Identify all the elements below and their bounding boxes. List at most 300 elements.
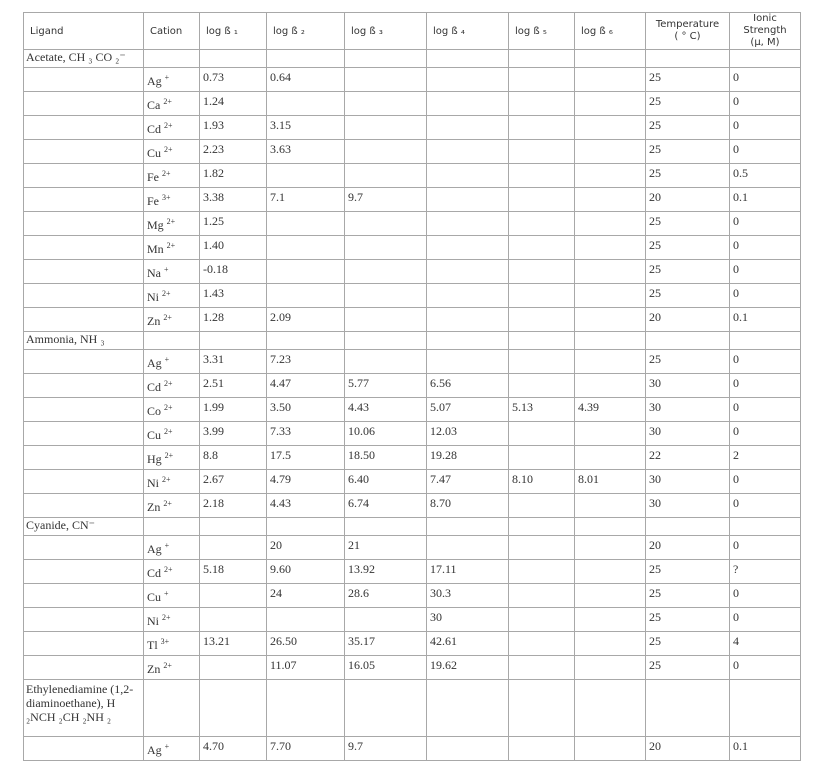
cation-symbol: Ni: [147, 476, 159, 490]
cell-b1: 2.51: [200, 374, 267, 398]
cation-symbol: Cd: [147, 566, 162, 580]
cell-b3: [345, 308, 427, 332]
cell-b1: 1.25: [200, 212, 267, 236]
table-row: [24, 164, 801, 188]
table-row: [24, 116, 801, 140]
ligand-cell: [24, 68, 144, 92]
table-row: [24, 560, 801, 584]
cation-symbol: Mg: [147, 218, 164, 232]
cell-temp: 25: [646, 164, 730, 188]
cell-mu: 0.5: [730, 164, 801, 188]
cell-temp: 25: [646, 560, 730, 584]
cell-b1: [200, 608, 267, 632]
cell-b3: [345, 350, 427, 374]
ligand-cell: [24, 536, 144, 560]
cell-b1: 2.18: [200, 494, 267, 518]
empty-cell: [575, 332, 646, 350]
header-log-beta-4: log ß ₄: [427, 13, 509, 50]
cell-temp: 30: [646, 374, 730, 398]
cell-b5: [509, 68, 575, 92]
cell-b2: 24: [267, 584, 345, 608]
cell-b5: 5.13: [509, 398, 575, 422]
cation-symbol: Cu: [147, 428, 162, 442]
cell-b2: [267, 236, 345, 260]
empty-cell: [730, 50, 801, 68]
cell-b5: [509, 536, 575, 560]
cell-b2: 11.07: [267, 656, 345, 680]
cell-b6: [575, 422, 646, 446]
empty-cell: [427, 680, 509, 737]
cell-b3: [345, 236, 427, 260]
cell-b5: [509, 212, 575, 236]
empty-cell: [509, 518, 575, 536]
cell-mu: 0: [730, 236, 801, 260]
cation-cell: [144, 470, 200, 494]
cell-mu: 0: [730, 656, 801, 680]
cation-cell: [144, 374, 200, 398]
cation-cell: [144, 68, 200, 92]
cell-temp: 25: [646, 656, 730, 680]
cell-mu: 2: [730, 446, 801, 470]
cell-b2: 7.23: [267, 350, 345, 374]
ligand-cell: [24, 92, 144, 116]
cell-temp: 20: [646, 737, 730, 761]
cation-charge: +: [164, 589, 169, 598]
table-row: [24, 68, 801, 92]
ligand-cell: [24, 584, 144, 608]
cell-b3: [345, 212, 427, 236]
cell-b1: [200, 656, 267, 680]
cell-mu: 4: [730, 632, 801, 656]
cation-cell: [144, 737, 200, 761]
cell-temp: 25: [646, 608, 730, 632]
cation-charge: 2+: [166, 241, 176, 250]
cation-symbol: Hg: [147, 452, 162, 466]
cell-b3: 5.77: [345, 374, 427, 398]
cation-charge: 2+: [162, 613, 171, 622]
empty-cell: [646, 332, 730, 350]
cell-mu: 0: [730, 260, 801, 284]
cell-b4: [427, 188, 509, 212]
cell-b2: [267, 284, 345, 308]
cell-b2: [267, 164, 345, 188]
table-row: [24, 446, 801, 470]
cation-charge: 2+: [164, 427, 173, 436]
ligand-cell: [24, 140, 144, 164]
cation-charge: 2+: [164, 565, 173, 574]
cell-b3: 21: [345, 536, 427, 560]
header-ligand: Ligand: [24, 13, 144, 50]
empty-cell: [730, 332, 801, 350]
cation-symbol: Fe: [147, 194, 159, 208]
table-row: [24, 494, 801, 518]
cation-cell: [144, 260, 200, 284]
header-log-beta-6: log ß ₆: [575, 13, 646, 50]
ligand-cell: [24, 164, 144, 188]
ligand-cell: [24, 494, 144, 518]
cell-b4: [427, 212, 509, 236]
empty-cell: [575, 50, 646, 68]
empty-cell: [144, 332, 200, 350]
cell-temp: 30: [646, 470, 730, 494]
cation-symbol: Ag: [147, 542, 162, 556]
cell-b2: 20: [267, 536, 345, 560]
table-row: [24, 92, 801, 116]
cell-b1: 2.23: [200, 140, 267, 164]
empty-cell: [509, 50, 575, 68]
cell-b5: [509, 374, 575, 398]
cell-mu: 0: [730, 398, 801, 422]
cell-b4: 19.62: [427, 656, 509, 680]
cell-mu: 0: [730, 374, 801, 398]
empty-cell: [144, 518, 200, 536]
cation-charge: 3+: [162, 193, 171, 202]
cell-b2: [267, 608, 345, 632]
cell-temp: 20: [646, 536, 730, 560]
cell-b1: 1.93: [200, 116, 267, 140]
cation-symbol: Cd: [147, 122, 162, 136]
empty-cell: [427, 518, 509, 536]
cell-b6: [575, 737, 646, 761]
cell-b5: [509, 446, 575, 470]
cell-b1: 3.38: [200, 188, 267, 212]
empty-cell: [509, 332, 575, 350]
cell-b2: 2.09: [267, 308, 345, 332]
cell-temp: 25: [646, 632, 730, 656]
cell-b1: 2.67: [200, 470, 267, 494]
cell-b4: [427, 92, 509, 116]
cell-b3: [345, 260, 427, 284]
ligand-cell: [24, 350, 144, 374]
stability-constants-table: [23, 12, 801, 761]
cell-b6: [575, 260, 646, 284]
cell-b6: [575, 584, 646, 608]
cell-temp: 25: [646, 140, 730, 164]
empty-cell: [144, 680, 200, 737]
cell-b3: 28.6: [345, 584, 427, 608]
ligand-row: [24, 680, 801, 737]
ligand-cell: [24, 260, 144, 284]
ligand-cell: [24, 116, 144, 140]
ligand-row: [24, 50, 801, 68]
cell-b1: 3.99: [200, 422, 267, 446]
cell-b3: 6.40: [345, 470, 427, 494]
empty-cell: [200, 680, 267, 737]
cell-b5: [509, 560, 575, 584]
cation-cell: [144, 446, 200, 470]
cell-b5: [509, 260, 575, 284]
cell-b6: [575, 212, 646, 236]
cell-b2: [267, 260, 345, 284]
cell-temp: 25: [646, 350, 730, 374]
cell-b2: 7.70: [267, 737, 345, 761]
cation-charge: 2+: [162, 289, 171, 298]
ligand-cell: [24, 212, 144, 236]
cell-temp: 25: [646, 116, 730, 140]
empty-cell: [267, 332, 345, 350]
cell-b6: [575, 656, 646, 680]
cation-symbol: Cu: [147, 590, 162, 604]
cell-b6: [575, 446, 646, 470]
table-row: [24, 536, 801, 560]
cell-b5: [509, 584, 575, 608]
cell-temp: 20: [646, 308, 730, 332]
cell-b1: 1.24: [200, 92, 267, 116]
cell-b5: [509, 632, 575, 656]
ligand-cell: [24, 284, 144, 308]
cell-b3: [345, 284, 427, 308]
table-row: [24, 236, 801, 260]
cell-b4: [427, 236, 509, 260]
cation-symbol: Ag: [147, 743, 162, 757]
cation-cell: [144, 656, 200, 680]
cell-b4: 6.56: [427, 374, 509, 398]
cell-b4: [427, 68, 509, 92]
cation-cell: [144, 236, 200, 260]
cell-mu: 0: [730, 212, 801, 236]
cation-charge: 2+: [164, 145, 173, 154]
cell-b6: [575, 374, 646, 398]
ligand-cell: [24, 470, 144, 494]
cell-b4: [427, 284, 509, 308]
cation-symbol: Ni: [147, 290, 159, 304]
cell-temp: 25: [646, 212, 730, 236]
cell-b5: [509, 236, 575, 260]
cell-b4: [427, 536, 509, 560]
cell-b3: [345, 608, 427, 632]
table-row: [24, 608, 801, 632]
cell-b4: 30: [427, 608, 509, 632]
cell-b5: [509, 308, 575, 332]
cell-b5: [509, 494, 575, 518]
table-row: [24, 656, 801, 680]
cell-b1: [200, 584, 267, 608]
cell-temp: 25: [646, 92, 730, 116]
cell-mu: 0.1: [730, 308, 801, 332]
cell-b1: 3.31: [200, 350, 267, 374]
cell-b2: 3.15: [267, 116, 345, 140]
table-row: [24, 584, 801, 608]
cell-b3: [345, 116, 427, 140]
header-ionic-unit: (μ, M): [750, 37, 780, 48]
empty-cell: [730, 518, 801, 536]
cell-b6: [575, 308, 646, 332]
cell-b2: 4.47: [267, 374, 345, 398]
cell-b2: 7.1: [267, 188, 345, 212]
cation-symbol: Cd: [147, 380, 162, 394]
cell-temp: 25: [646, 284, 730, 308]
cell-b3: 35.17: [345, 632, 427, 656]
empty-cell: [267, 518, 345, 536]
cell-mu: 0: [730, 116, 801, 140]
cation-charge: 3+: [160, 637, 170, 646]
cell-temp: 25: [646, 68, 730, 92]
ligand-cell: [24, 422, 144, 446]
cell-temp: 25: [646, 260, 730, 284]
cation-symbol: Na: [147, 266, 161, 280]
cell-b2: 17.5: [267, 446, 345, 470]
ligand-cell: [24, 398, 144, 422]
ligand-cell: [24, 374, 144, 398]
cell-b5: [509, 608, 575, 632]
table-row: [24, 470, 801, 494]
cell-temp: 25: [646, 584, 730, 608]
cell-b6: [575, 494, 646, 518]
cation-symbol: Zn: [147, 662, 161, 676]
cation-cell: [144, 212, 200, 236]
cell-b2: 4.79: [267, 470, 345, 494]
cell-mu: 0: [730, 68, 801, 92]
empty-cell: [427, 332, 509, 350]
cell-b5: [509, 164, 575, 188]
cell-b4: [427, 737, 509, 761]
cell-b2: 3.63: [267, 140, 345, 164]
table-row: [24, 632, 801, 656]
cell-b6: [575, 92, 646, 116]
cell-b4: 7.47: [427, 470, 509, 494]
empty-cell: [345, 50, 427, 68]
table-row: [24, 422, 801, 446]
cell-b6: [575, 632, 646, 656]
cell-mu: ?: [730, 560, 801, 584]
cell-b1: 13.21: [200, 632, 267, 656]
cell-b1: 4.70: [200, 737, 267, 761]
cation-charge: 2+: [163, 313, 172, 322]
cell-b4: 42.61: [427, 632, 509, 656]
cation-cell: [144, 164, 200, 188]
cell-temp: 25: [646, 236, 730, 260]
empty-cell: [267, 680, 345, 737]
cell-b5: [509, 422, 575, 446]
cell-b3: 10.06: [345, 422, 427, 446]
cell-b4: 5.07: [427, 398, 509, 422]
cell-mu: 0: [730, 350, 801, 374]
cell-mu: 0.1: [730, 737, 801, 761]
cell-b2: [267, 92, 345, 116]
cell-b3: 9.7: [345, 188, 427, 212]
ligand-name: Acetate, CH ₃ CO ₂⁻: [24, 50, 144, 68]
cation-charge: +: [164, 541, 170, 550]
cell-b4: 8.70: [427, 494, 509, 518]
cell-b1: 1.99: [200, 398, 267, 422]
cation-symbol: Ca: [147, 98, 161, 112]
cell-b4: 17.11: [427, 560, 509, 584]
ligand-cell: [24, 608, 144, 632]
cell-b5: 8.10: [509, 470, 575, 494]
cell-temp: 20: [646, 188, 730, 212]
cell-b6: 4.39: [575, 398, 646, 422]
ligand-cell: [24, 632, 144, 656]
cation-charge: 2+: [162, 475, 171, 484]
cell-b1: [200, 536, 267, 560]
cation-cell: [144, 284, 200, 308]
cell-b5: [509, 116, 575, 140]
header-ionic-strength: [730, 13, 801, 50]
cation-symbol: Ag: [147, 74, 162, 88]
cation-charge: 2+: [164, 403, 173, 412]
cell-b2: 0.64: [267, 68, 345, 92]
header-log-beta-3: log ß ₃: [345, 13, 427, 50]
table-row: [24, 398, 801, 422]
empty-cell: [646, 50, 730, 68]
cell-mu: 0: [730, 140, 801, 164]
cation-symbol: Tl: [147, 638, 158, 652]
cell-b3: [345, 68, 427, 92]
cell-b3: 13.92: [345, 560, 427, 584]
cation-cell: [144, 398, 200, 422]
cell-b2: 3.50: [267, 398, 345, 422]
cell-mu: 0: [730, 422, 801, 446]
cell-b2: 7.33: [267, 422, 345, 446]
cell-temp: 30: [646, 398, 730, 422]
cation-symbol: Zn: [147, 314, 161, 328]
empty-cell: [575, 518, 646, 536]
cell-b6: [575, 350, 646, 374]
ligand-name: Ethylenediamine (1,2-diaminoethane), H ₂NCH ₂CH ₂NH ₂: [24, 680, 144, 737]
cell-b3: 9.7: [345, 737, 427, 761]
cation-cell: [144, 608, 200, 632]
header-cation: Cation: [144, 13, 200, 50]
cation-charge: +: [164, 265, 169, 274]
cation-symbol: Ag: [147, 356, 162, 370]
cation-cell: [144, 584, 200, 608]
ligand-name: Ammonia, NH ₃: [24, 332, 144, 350]
cation-cell: [144, 116, 200, 140]
cell-b6: [575, 608, 646, 632]
ligand-cell: [24, 308, 144, 332]
cell-b6: [575, 140, 646, 164]
cell-b4: [427, 308, 509, 332]
cation-charge: 2+: [162, 169, 171, 178]
cell-b5: [509, 656, 575, 680]
cation-symbol: Cu: [147, 146, 162, 160]
header-log-beta-1: log ß ₁: [200, 13, 267, 50]
table-row: [24, 284, 801, 308]
cation-cell: [144, 560, 200, 584]
cation-cell: [144, 140, 200, 164]
cell-b6: 8.01: [575, 470, 646, 494]
cation-symbol: Co: [147, 404, 162, 418]
cell-b6: [575, 236, 646, 260]
cell-b4: [427, 164, 509, 188]
cell-b5: [509, 188, 575, 212]
cell-b1: 0.73: [200, 68, 267, 92]
table-row: [24, 374, 801, 398]
cell-b5: [509, 350, 575, 374]
empty-cell: [200, 518, 267, 536]
cation-charge: 2+: [163, 499, 172, 508]
cell-b3: [345, 164, 427, 188]
cell-temp: 22: [646, 446, 730, 470]
cell-mu: 0.1: [730, 188, 801, 212]
cell-b5: [509, 284, 575, 308]
cell-b3: 16.05: [345, 656, 427, 680]
cation-symbol: Zn: [147, 500, 161, 514]
empty-cell: [427, 50, 509, 68]
cell-b1: 1.40: [200, 236, 267, 260]
empty-cell: [200, 332, 267, 350]
ligand-cell: [24, 737, 144, 761]
cell-b1: 1.28: [200, 308, 267, 332]
cell-b4: [427, 116, 509, 140]
header-ionic-label-2: Strength: [743, 25, 787, 36]
table-row: [24, 350, 801, 374]
cation-symbol: Mn: [147, 242, 164, 256]
table-body: [24, 50, 801, 761]
cell-b4: [427, 260, 509, 284]
cation-charge: 2+: [164, 379, 173, 388]
cell-b4: [427, 140, 509, 164]
